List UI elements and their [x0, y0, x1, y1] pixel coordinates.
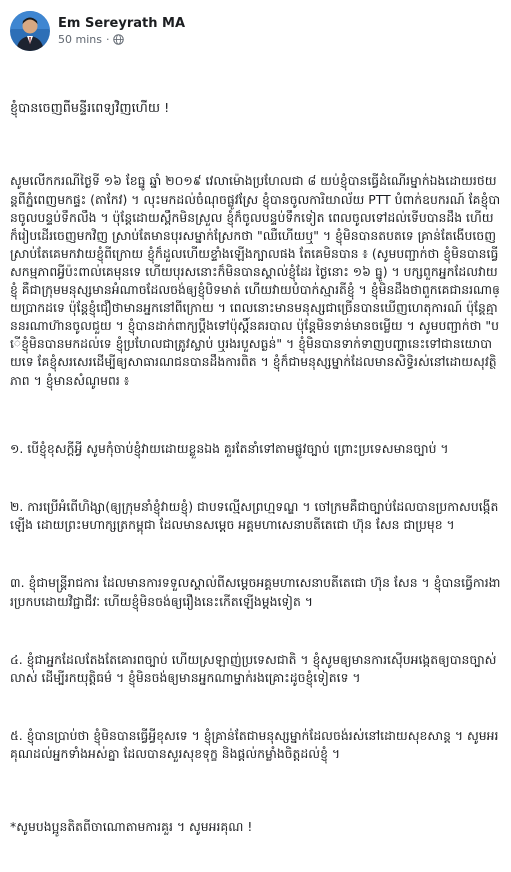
post-meta [58, 15, 185, 47]
author-name[interactable]: Em Sereyrath MA [58, 16, 186, 31]
list-item: ៤. ខ្ញុំជាអ្នកដែលតែងតែគោរពច្បាប់ ហើយស្រឡាញ់ប្រទេសជាតិ ។ ខ្ញុំសូមឲ្យមានការស៊ើបអង្កេតឲ្យបានច្បាស់លាស់ ដើម្បីរកយុត្តិធម៌ ។ ខ្ញុំមិនចង់ឲ្យមានអ្នកណាម្នាក់រងគ្រោះដូចខ្ញុំទៀតទេ ។ [10, 651, 497, 685]
post-body [10, 64, 501, 872]
post-time[interactable]: 50 mins [58, 33, 102, 46]
list-item: ៣. ខ្ញុំជាមន្ត្រីរាជការ ដែលមានការទទួលស្គាល់ពីសម្តេចអគ្គមហាសេនាបតីតេជោ ហ៊ុន សែន ។ ខ្ញុំបានធ្វើការងារប្រកបដោយវិជ្ជាជីវៈ ហើយខ្ញុំមិនចង់ឲ្យរឿងនេះកើតឡើងម្តងទៀត ។ [10, 575, 501, 609]
list-item: ៥. ខ្ញុំបានប្រាប់ថា ខ្ញុំមិនបានធ្វើអ្វីខុសទេ ។ ខ្ញុំគ្រាន់តែជាមនុស្សម្នាក់ដែលចង់រស់នៅដោយសុខសាន្ត ។ សូមអរគុណដល់អ្នកទាំងអស់គ្នា ដែលបានសួរសុខទុក្ខ និងផ្ដល់កម្លាំងចិត្តដល់ខ្ញុំ ។ [10, 728, 499, 762]
avatar[interactable] [10, 11, 50, 51]
post-subline [58, 32, 185, 47]
post-closing: *សូមបងប្អូនតិតពីចាណោតាមការគួរ ។ សូមអរគុណ ! [10, 818, 253, 834]
globe-icon[interactable] [113, 34, 124, 45]
post-header [10, 8, 501, 54]
post-headline: ខ្ញុំបានចេញពីមន្ទីរពេទ្យវិញហើយ ! [10, 101, 170, 117]
separator-dot: · [105, 33, 110, 46]
post-paragraph: សូមលើកករណីថ្ងៃទី ១៦ ខែធ្នូ ឆ្នាំ ២០១៩ វេលាម៉ោងប្រហែលជា ៨ យប់ខ្ញុំបានធ្វើដំណើរម្នាក់ឯងដោយរថយន្តពីភ្នំពេញមកផ្ទះ (តាកែវ) ។ លុះមកដល់ចំណុចផ្លូវស្រែ ខ្ញុំបានចូលការិយាល័យ PTT បំពាក់ឧបករណ៍ គែខ្ញុំបានចូលបន្ទប់ទឹកលឹង ។ ប៉ុន្តែដោយស្ពឹកមិនស្រួល ខ្ញុំក៏ចូលបន្ទប់ទឹកទៀត ពេលចូលទៅដល់ទើបបានដឹង ហើយក៏រៀបដើរចេញមកវិញ ស្រាប់តែមានបុរសម្នាក់ស្រែកថា "ឈឺហើយឬ" ។ ខ្ញុំមិនបានតបតទេ គ្រាន់តែងើបចេញ ស្រាប់តែគេមកវាយខ្ញុំពីក្រោយ ខ្ញុំក៏ដួលហើយខ្ទាំងឡើងក្បាលផង តែគេមិនបាន ៖ (សូមបញ្ជាក់ថា ខ្ញុំមិនបានធ្វើសកម្មភាពអ្វីប៉ះពាល់គេមុនទេ ហើយបុរសនោះក៏មិនបានស្គាល់ខ្ញុំដែរ ថ្ងៃនោះ ១៦ ធ្នូ) ។ បក្សពួកអ្នកដែលវាយខ្ញុំ គឺជាក្រុមមនុស្សមានអំណាចដែលចង់ឲ្យខ្ញុំបិទមាត់ ហើយវាយបំបាក់ស្មារតីខ្ញុំ ។ ខ្ញុំមិនដឹងថាពួកគេជានរណាឲ្យប្រាកដទេ ប៉ុន្តែខ្ញុំជឿថាមានអ្នកនៅពីក្រោយ ។ ពេលនោះមានមនុស្សជាច្រើនបានឃើញហេតុការណ៍ ប៉ុន្តែគ្មាននរណាហ៊ានចូលជួយ ។ ខ្ញុំបានដាក់ពាក្យប្ដឹងទៅប៉ុស្តិ៍នគរបាល ប៉ុន្តែមិនទាន់មានចម្លើយ ។ សូមបញ្ជាក់ថា "បើខ្ញុំមិនបានមកដល់ទេ ខ្ញុំប្រហែលជាត្រូវស្លាប់ ឬរងរបួសធ្ងន់" ។ ខ្ញុំមិនបានទាក់ទាញបញ្ហានេះទៅជានយោបាយទេ គែខ្ញុំសរសេរដើម្បីឲ្យសាធារណជនបានដឹងការពិត ។ ខ្ញុំក៏ជាមនុស្សម្នាក់ដែលមានសិទ្ធិរស់នៅដោយសុវត្ថិភាព ។ ខ្ញុំមានសំណូមពរ ៖ [10, 173, 501, 388]
list-item: ២. ការប្រើអំពើហិង្សា(ឲ្យក្រុមនាំខ្ញុំវាយខ្ញុំ) ជាបទល្មើសព្រហ្មទណ្ឌ ។ ចៅក្រមគឺជាច្បាប់ដែលបានប្រកាសបង្កើតឡើង ដោយព្រះមហាក្សត្រកម្ពុជា ដែលមានសម្តេច អគ្គមហាសេនាបតីតេជោ ហ៊ុន សែន ជាប្រមុខ ។ [10, 499, 499, 533]
list-item: ១. បើខ្ញុំខុសក្ដីអ្វី សូមកុំចាប់ខ្ញុំវាយដោយខ្លួនឯង គួរតែនាំទៅតាមផ្លូវច្បាប់ ព្រោះប្រទេសមានច្បាប់ ។ [10, 440, 449, 456]
